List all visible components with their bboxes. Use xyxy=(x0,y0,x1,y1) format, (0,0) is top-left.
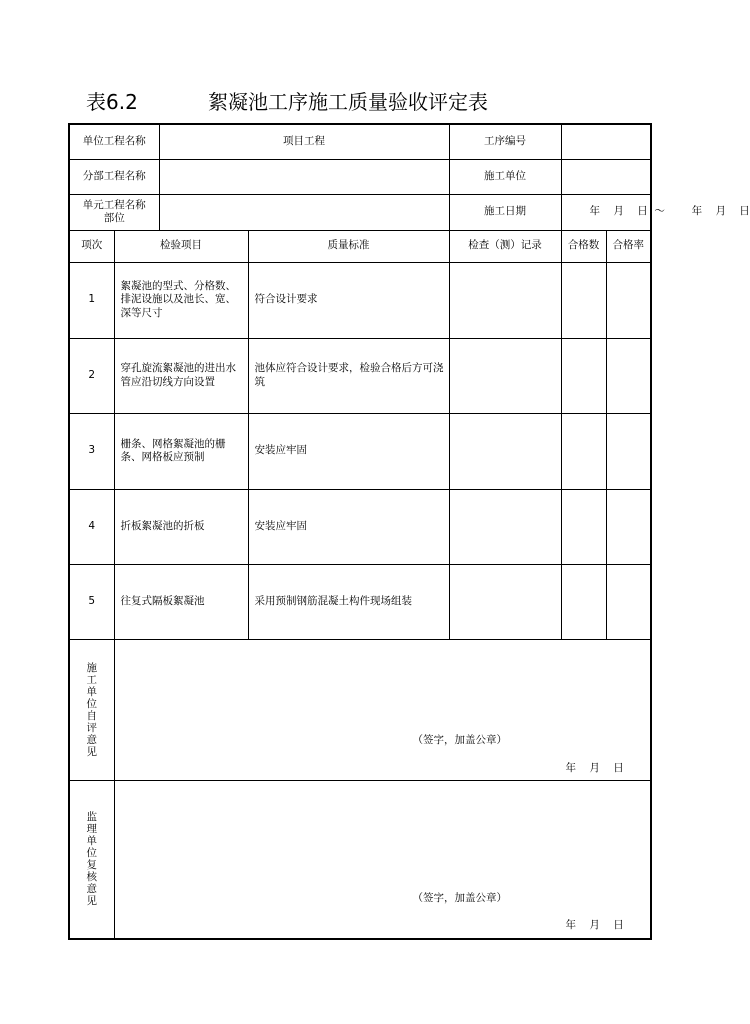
unit-project-value[interactable]: 项目工程 xyxy=(159,124,449,159)
table-row xyxy=(69,489,651,564)
row-standard: 安装应牢固 xyxy=(248,489,449,564)
row-item: 往复式隔板絮凝池 xyxy=(114,564,248,639)
row-qualified-rate[interactable] xyxy=(606,338,651,413)
row-qualified-rate[interactable] xyxy=(606,262,651,338)
division-value[interactable] xyxy=(159,159,449,194)
row-item: 栅条、网格絮凝池的栅条、网格板应预制 xyxy=(114,413,248,489)
unit-project-label: 单位工程名称 xyxy=(69,124,159,159)
supervisor-opinion-area[interactable] xyxy=(114,780,651,939)
contractor-signature-note: （签字，加盖公章） xyxy=(412,733,507,746)
evaluation-table xyxy=(68,123,750,940)
row-no: 2 xyxy=(69,338,114,413)
col-item-header: 检验项目 xyxy=(114,230,248,262)
row-no: 3 xyxy=(69,413,114,489)
row-qualified-count[interactable] xyxy=(561,413,606,489)
element-value[interactable] xyxy=(159,194,449,230)
row-standard: 池体应符合设计要求，检验合格后方可浇筑 xyxy=(248,338,449,413)
row-no: 1 xyxy=(69,262,114,338)
row-no: 5 xyxy=(69,564,114,639)
row-standard: 符合设计要求 xyxy=(248,262,449,338)
process-no-value[interactable] xyxy=(561,124,651,159)
row-qualified-count[interactable] xyxy=(561,564,606,639)
contractor-value[interactable] xyxy=(561,159,651,194)
row-item: 絮凝池的型式、分格数、排泥设施以及池长、宽、深等尺寸 xyxy=(114,262,248,338)
element-label-line2: 部位 xyxy=(103,212,125,224)
row-item: 折板絮凝池的折板 xyxy=(114,489,248,564)
supervisor-signature-note: （签字，加盖公章） xyxy=(412,891,507,904)
table-row xyxy=(69,262,651,338)
contractor-opinion-text: 施工单位自评意见 xyxy=(86,661,97,758)
row-qualified-count[interactable] xyxy=(561,262,606,338)
contractor-opinion-date: 年 月 日 xyxy=(565,761,624,774)
col-qualified-rate-header: 合格率 xyxy=(606,230,651,262)
row-qualified-count[interactable] xyxy=(561,338,606,413)
page-title: 絮凝池工序施工质量验收评定表 xyxy=(208,90,488,114)
row-no: 4 xyxy=(69,489,114,564)
row-record[interactable] xyxy=(449,489,561,564)
division-label: 分部工程名称 xyxy=(69,159,159,194)
col-record-header: 检查（测）记录 xyxy=(449,230,561,262)
supervisor-opinion-date: 年 月 日 xyxy=(565,918,624,931)
row-qualified-rate[interactable] xyxy=(606,564,651,639)
contractor-opinion-label xyxy=(69,639,114,780)
process-no-label: 工序编号 xyxy=(449,124,561,159)
supervisor-opinion-label xyxy=(69,780,114,939)
row-standard: 采用预制钢筋混凝土构件现场组装 xyxy=(248,564,449,639)
col-no-header: 项次 xyxy=(69,230,114,262)
row-item: 穿孔旋流絮凝池的进出水管应沿切线方向设置 xyxy=(114,338,248,413)
date-label: 施工日期 xyxy=(449,194,561,230)
row-record[interactable] xyxy=(449,564,561,639)
col-standard-header: 质量标准 xyxy=(248,230,449,262)
date-value[interactable]: 年 月 日 ～ 年 月 日 xyxy=(561,194,651,230)
table-row xyxy=(69,413,651,489)
table-number: 表6.2 xyxy=(86,90,138,114)
contractor-opinion-area[interactable] xyxy=(114,639,651,780)
col-qualified-count-header: 合格数 xyxy=(561,230,606,262)
row-qualified-rate[interactable] xyxy=(606,413,651,489)
contractor-label: 施工单位 xyxy=(449,159,561,194)
table-row xyxy=(69,564,651,639)
row-qualified-rate[interactable] xyxy=(606,489,651,564)
element-label xyxy=(69,194,159,230)
row-qualified-count[interactable] xyxy=(561,489,606,564)
row-record[interactable] xyxy=(449,262,561,338)
row-record[interactable] xyxy=(449,413,561,489)
table-row xyxy=(69,338,651,413)
element-label-line1: 单元工程名称 xyxy=(82,198,146,211)
supervisor-opinion-text: 监理单位复核意见 xyxy=(86,811,97,908)
row-standard: 安装应牢固 xyxy=(248,413,449,489)
row-record[interactable] xyxy=(449,338,561,413)
